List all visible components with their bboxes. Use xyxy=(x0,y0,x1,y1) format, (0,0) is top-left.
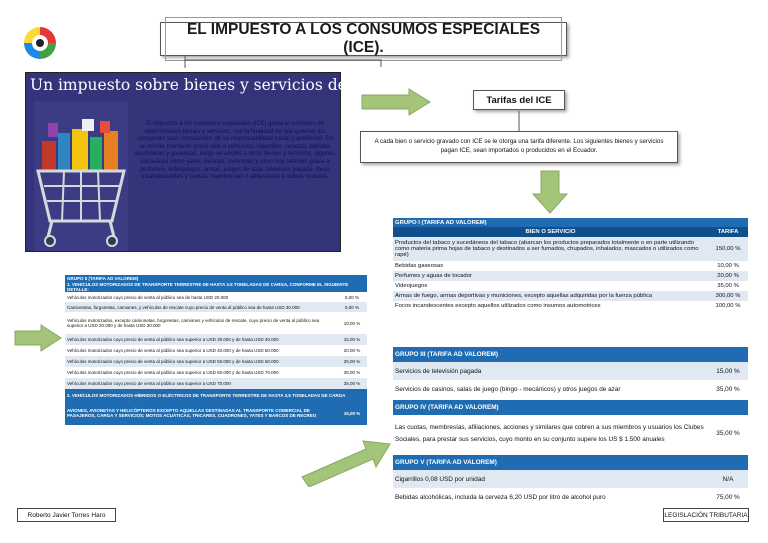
table-row: Focos incandescentes excepto aquellos utilizados como insumos automotrices 100,00 % xyxy=(393,301,748,311)
table-row: Bebidas gaseosas 10,00 % xyxy=(393,261,748,271)
group1-header: GRUPO I (TARIFA AD VALOREM) xyxy=(395,219,487,226)
footer-subject: LEGISLACIÓN TRIBUTARIA xyxy=(663,508,749,522)
page-title: EL IMPUESTO A LOS CONSUMOS ESPECIALES (ICE). xyxy=(165,17,562,61)
table-row: Las cuotas, membresías, afiliaciones, acciones y similares que cobren a sus miembros y usuarios los Clubes Sociales, para prestar sus servicios, cuyo monto en su conjunto supere los US $ 1.500 anuales 35,00 % xyxy=(393,415,748,452)
table-row: Vehículos motorizados cuyo precio de venta al público sea superior a USD 30.000 y de hasta USD 40.000 15,00 % xyxy=(65,334,367,345)
arrow-down-icon xyxy=(532,170,568,214)
group3-header: GRUPO III (TARIFA AD VALOREM) xyxy=(395,351,498,358)
group1-table xyxy=(393,218,748,311)
group2-sub1: 1. VEHÍCULOS MOTORIZADOS DE TRANSPORTE TERRESTRE DE HASTA 3.5 TONELADAS DE CARGA, CONFORME EL SIGUIENTE DETALLE: xyxy=(67,282,349,292)
group2-header: GRUPO II (TARIFA AD VALOREM) xyxy=(67,276,139,281)
table-row: Bebidas alcohólicas, incluida la cerveza 6,20 USD por litro de alcohol puro 75,00 % xyxy=(393,488,748,506)
footer-author: Roberto Javier Torres Haro xyxy=(17,508,116,522)
table-row: Camionetas, furgonetas, camiones, y vehículos de rescate cuyo precio de venta al público sea de hasta USD 30.000 5,00 % xyxy=(65,302,367,312)
table-row: Perfumes y aguas de tocador 20,00 % xyxy=(393,271,748,281)
table-row: Vehículos motorizados, excepto camionetas, furgonetas, camiones y vehículos de rescate, cuyo precio de venta al público sea superior a USD 20.000 y de hasta USD 30.000 10,00 % xyxy=(65,312,367,334)
group2-table xyxy=(65,275,367,425)
description-box: A cada bien o servicio gravado con ICE se le otorga una tarifa diferente. Los siguientes bienes y servicios pagan ICE, sean importados o producidos en el Ecuador. xyxy=(360,131,678,163)
tarifas-box: Tarifas del ICE xyxy=(473,90,565,110)
table-row: Armas de fuego, armas deportivas y municiones, excepto aquellas adquiridas por la fuerza pública 300,00 % xyxy=(393,291,748,301)
group2-last-item: AVIONES, AVIONETAS Y HELICÓPTEROS EXCEPTO AQUELLAS DESTINADAS AL TRANSPORTE COMERCIAL DE PASAJEROS, CARGA Y SERVICIOS; MOTOS ACUÁTICAS, TRICARES, CUADRONES, YATES Y BARCOS DE RECREO xyxy=(67,408,317,418)
lujo-text: El impuesto a los consumos especiales (ICE) grava el consumo de determinados bienes y servicios, con la finalidad de que quienes los consuman sean conscientes de su responsabilidad social y ambiental. En un primer momento gravó sólo a vehículos, cigarrillos, cerveza, bebidas alcohólicas y gaseosas; luego se amplió a otros bienes y servicios, algunos suntuarios como yates, aviones, avionetas y otros hoy también grava a perfumes, videojuegos, armas, juegos de azar, televisión pagada, focos incandescentes y cuotas, membresías o afiliaciones a clubes sociales. xyxy=(134,121,336,181)
group2-sub2: 2. VEHÍCULOS MOTORIZADOS HÍBRIDOS O ELÉCTRICOS DE TRANSPORTE TERRESTRE DE HASTA 3,5 TONELADAS DE CARGA xyxy=(67,392,346,398)
table-row: Videojuegos 35,00 % xyxy=(393,281,748,291)
table-row: Vehículos motorizados cuyo precio de venta al público sea superior a USD 70.000 35,00 % xyxy=(65,378,367,389)
group5-header: GRUPO V (TARIFA AD VALOREM) xyxy=(395,459,497,466)
group2-last-rate: 15,00 % xyxy=(343,410,361,416)
group4-table xyxy=(393,400,748,452)
lujo-heading: Un impuesto sobre bienes y servicios de lujo xyxy=(30,76,381,94)
table-row: Vehículos motorizados cuyo precio de venta al público sea superior a USD 40.000 y de hasta USD 50.000 20,00 % xyxy=(65,345,367,356)
table-row: Cigarrillos 0,08 USD por unidad N/A xyxy=(393,470,748,488)
table-row: Vehículos motorizados cuyo precio de venta al público sea superior a USD 60.000 y de hasta USD 70.000 30,00 % xyxy=(65,367,367,378)
table-row: Servicios de televisión pagada 15,00 % xyxy=(393,362,748,380)
lujo-panel xyxy=(25,72,381,252)
table-row: Vehículos motorizados cuyo precio de venta al público sea de hasta USD 20.000 5,00 % xyxy=(65,292,367,302)
group1-col-rate: TARIFA xyxy=(717,229,739,235)
arrow-diagonal-icon xyxy=(300,435,392,487)
group5-table xyxy=(393,455,748,506)
group4-header: GRUPO IV (TARIFA AD VALOREM) xyxy=(395,404,499,411)
arrow-right-icon xyxy=(14,324,62,352)
arrow-right-icon xyxy=(361,88,431,116)
table-row: Vehículos motorizados cuyo precio de venta al público sea superior a USD 50.000 y de hasta USD 60.000 25,00 % xyxy=(65,356,367,367)
logo-icon xyxy=(22,25,58,61)
group3-table xyxy=(393,347,748,398)
shopping-cart-image xyxy=(34,101,128,251)
table-row: Servicios de casinos, salas de juego (bingo - mecánicos) y otros juegos de azar 35,00 % xyxy=(393,380,748,398)
title-box xyxy=(160,22,567,56)
group1-col-item: BIEN O SERVICIO xyxy=(525,229,576,235)
table-row: Productos del tabaco y sucedáneos del tabaco (abarcan los productos preparados totalmente o en parte utilizando como materia prima hojas de tabaco y destinados a ser fumados, chupados, inhalados, mascados o utilizados como rapé) 150,00 % xyxy=(393,237,748,261)
